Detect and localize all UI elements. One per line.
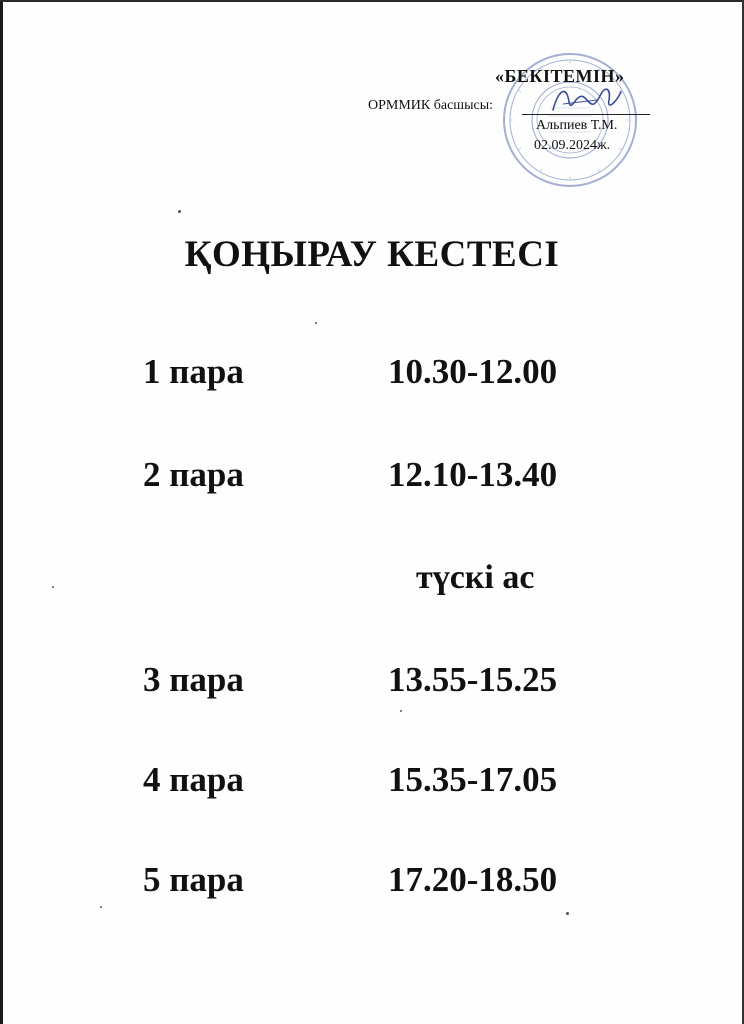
schedule-row: [0, 660, 744, 710]
signature-line: [522, 114, 650, 115]
scan-speck: [566, 912, 569, 915]
scan-edge-top: [0, 0, 744, 2]
approval-date: 02.09.2024ж.: [534, 138, 611, 153]
period-label: 3 пара: [143, 660, 244, 699]
schedule-row: [0, 760, 744, 810]
period-label: 4 пара: [143, 760, 244, 799]
page-title: ҚОҢЫРАУ КЕСТЕСІ: [184, 234, 560, 275]
schedule-row: [0, 455, 744, 505]
approval-block: [360, 60, 660, 180]
schedule-row: [0, 860, 744, 910]
period-time: 12.10-13.40: [388, 455, 558, 494]
scan-speck: [400, 710, 402, 712]
schedule-row: [0, 352, 744, 402]
scan-speck: [315, 322, 317, 324]
scan-speck: [52, 586, 54, 588]
period-label: 1 пара: [143, 352, 244, 391]
lunch-break-label: түскі ас: [416, 559, 535, 596]
scan-speck: [178, 210, 181, 213]
scan-speck: [100, 906, 102, 908]
approver-name: Альпиев Т.М.: [536, 118, 618, 133]
approval-heading: «БЕКІТЕМІН»: [495, 66, 625, 86]
period-time: 10.30-12.00: [388, 352, 558, 391]
approver-role: ОРММИК басшысы:: [368, 98, 493, 113]
period-label: 2 пара: [143, 455, 244, 494]
period-time: 17.20-18.50: [388, 860, 558, 899]
period-label: 5 пара: [143, 860, 244, 899]
period-time: 15.35-17.05: [388, 760, 558, 799]
period-time: 13.55-15.25: [388, 660, 558, 699]
